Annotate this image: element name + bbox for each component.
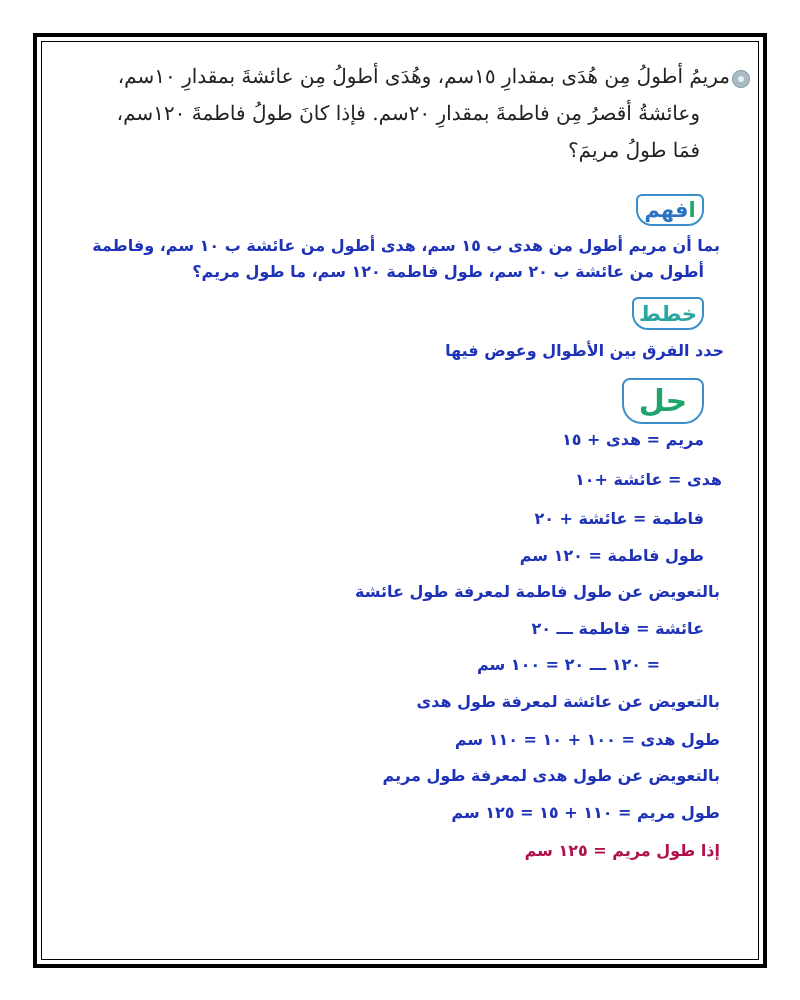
solution-step: طول فاطمة = ١٢٠ سم <box>519 546 704 565</box>
solution-step: هدى = عائشة +١٠ <box>575 470 722 489</box>
solution-step: بالتعويض عن طول فاطمة لمعرفة طول عائشة <box>355 582 720 601</box>
solution-step: عائشة = فاطمة ـــ ٢٠ <box>531 619 704 638</box>
understand-tag-alef: ا <box>688 198 696 222</box>
understand-section-tag <box>636 194 704 226</box>
solution-step: طول هدى = ١٠٠ + ١٠ = ١١٠ سم <box>454 730 720 749</box>
solution-step: طول مريم = ١١٠ + ١٥ = ١٢٥ سم <box>451 803 720 822</box>
final-answer: إذا طول مريم = ١٢٥ سم <box>524 841 720 860</box>
plan-text: حدد الفرق بين الأطوال وعوض فيها <box>445 341 724 360</box>
circle-bullet-icon <box>732 70 750 88</box>
solution-step: بالتعويض عن طول هدى لمعرفة طول مريم <box>382 766 720 785</box>
solution-step: فاطمة = عائشة + ٢٠ <box>534 509 704 528</box>
solution-section-tag: حل <box>622 378 704 424</box>
problem-line: فمَا طولُ مريمَ؟ <box>568 138 700 162</box>
plan-section-tag: خطط <box>632 297 704 330</box>
solution-step: بالتعويض عن عائشة لمعرفة طول هدى <box>416 692 720 711</box>
understand-line: أطول من عائشة ب ٢٠ سم، طول فاطمة ١٢٠ سم، ما طول مريم؟ <box>192 262 704 281</box>
understand-line: بما أن مريم أطول من هدى ب ١٥ سم، هدى أطول من عائشة ب ١٠ سم، وفاطمة <box>92 236 720 255</box>
solution-step: مريم = هدى + ١٥ <box>561 430 704 449</box>
solution-step: = ١٢٠ ـــ ٢٠ = ١٠٠ سم <box>476 655 660 674</box>
understand-tag-rest: فهم <box>644 198 689 222</box>
problem-statement <box>90 58 730 169</box>
page-border-inner <box>41 41 759 960</box>
problem-line: مريمُ أطولُ مِن هُدَى بمقدارِ ١٥سم، وهُدَى أطولُ مِن عائشةَ بمقدارِ ١٠سم، <box>117 64 730 88</box>
problem-line: وعائشةُ أقصرُ مِن فاطمةَ بمقدارِ ٢٠سم. فإذا كانَ طولُ فاطمةَ ١٢٠سم، <box>116 101 700 125</box>
